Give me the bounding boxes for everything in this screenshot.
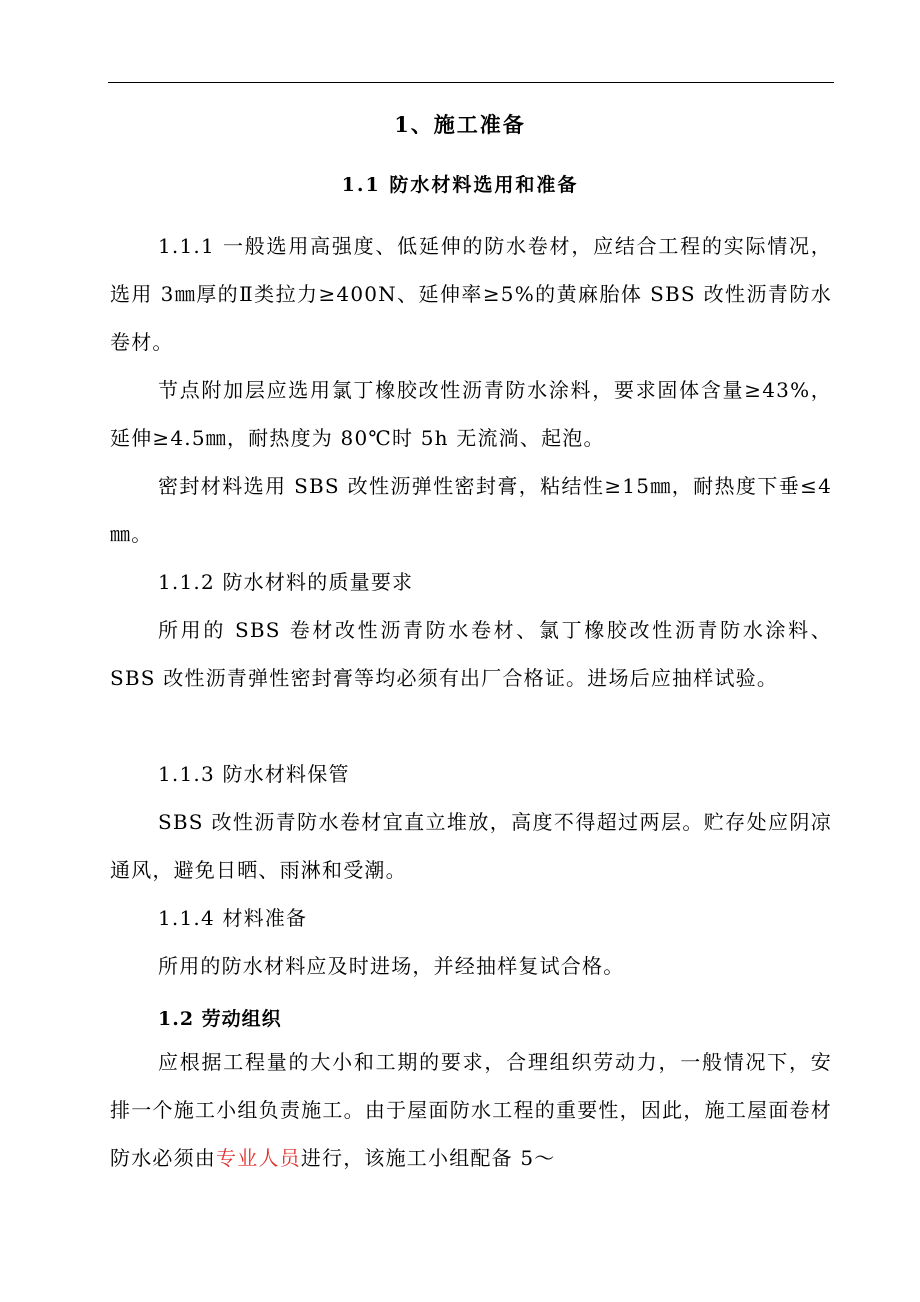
highlighted-term: 专业人员	[216, 1146, 301, 1170]
paragraph-1-1-4: 所用的防水材料应及时进场，并经抽样复试合格。	[158, 954, 625, 978]
paragraph-1-2-tail: 进行，该施工小组配备 5～	[300, 1146, 556, 1170]
subsection-heading-1-2: 1.2 劳动组织	[158, 1008, 282, 1030]
subsection-heading: 1.1 防水材料选用和准备	[341, 174, 579, 196]
item-1-1-3: 1.1.3 防水材料保管	[158, 762, 350, 786]
item-1-1-2: 1.1.2 防水材料的质量要求	[158, 570, 414, 594]
paragraph-1-2	[110, 1038, 832, 1182]
paragraph-sealant: 密封材料选用 SBS 改性沥弹性密封膏，粘结性≥15㎜，耐热度下垂≤4㎜。	[110, 474, 832, 546]
paragraph-1-1-1: 1.1.1 一般选用高强度、低延伸的防水卷材，应结合工程的实际情况，选用 3㎜厚的Ⅱ类拉力≥400N、延伸率≥5%的黄麻胎体 SBS 改性沥青防水卷材。	[110, 234, 832, 354]
paragraph-1-1-3: SBS 改性沥青防水卷材宜直立堆放，高度不得超过两层。贮存处应阴凉通风，避免日晒、雨淋和受潮。	[110, 810, 832, 882]
item-1-1-4: 1.1.4 材料准备	[158, 906, 308, 930]
section-heading: 1、施工准备	[394, 112, 526, 137]
paragraph-1-2-text: 应根据工程量的大小和工期的要求，合理组织劳动力，一般情况下，安排一个施工小组负责施工。由于屋面防水工程的重要性，因此，施工屋面卷材防水必须由	[110, 1050, 832, 1170]
paragraph-1-1-2: 所用的 SBS 卷材改性沥青防水卷材、氯丁橡胶改性沥青防水涂料、SBS 改性沥青弹性密封膏等均必须有出厂合格证。进场后应抽样试验。	[110, 618, 832, 690]
paragraph-node-layer: 节点附加层应选用氯丁橡胶改性沥青防水涂料，要求固体含量≥43%，延伸≥4.5㎜，耐热度为 80℃时 5h 无流淌、起泡。	[110, 378, 832, 450]
header-rule	[108, 82, 834, 83]
